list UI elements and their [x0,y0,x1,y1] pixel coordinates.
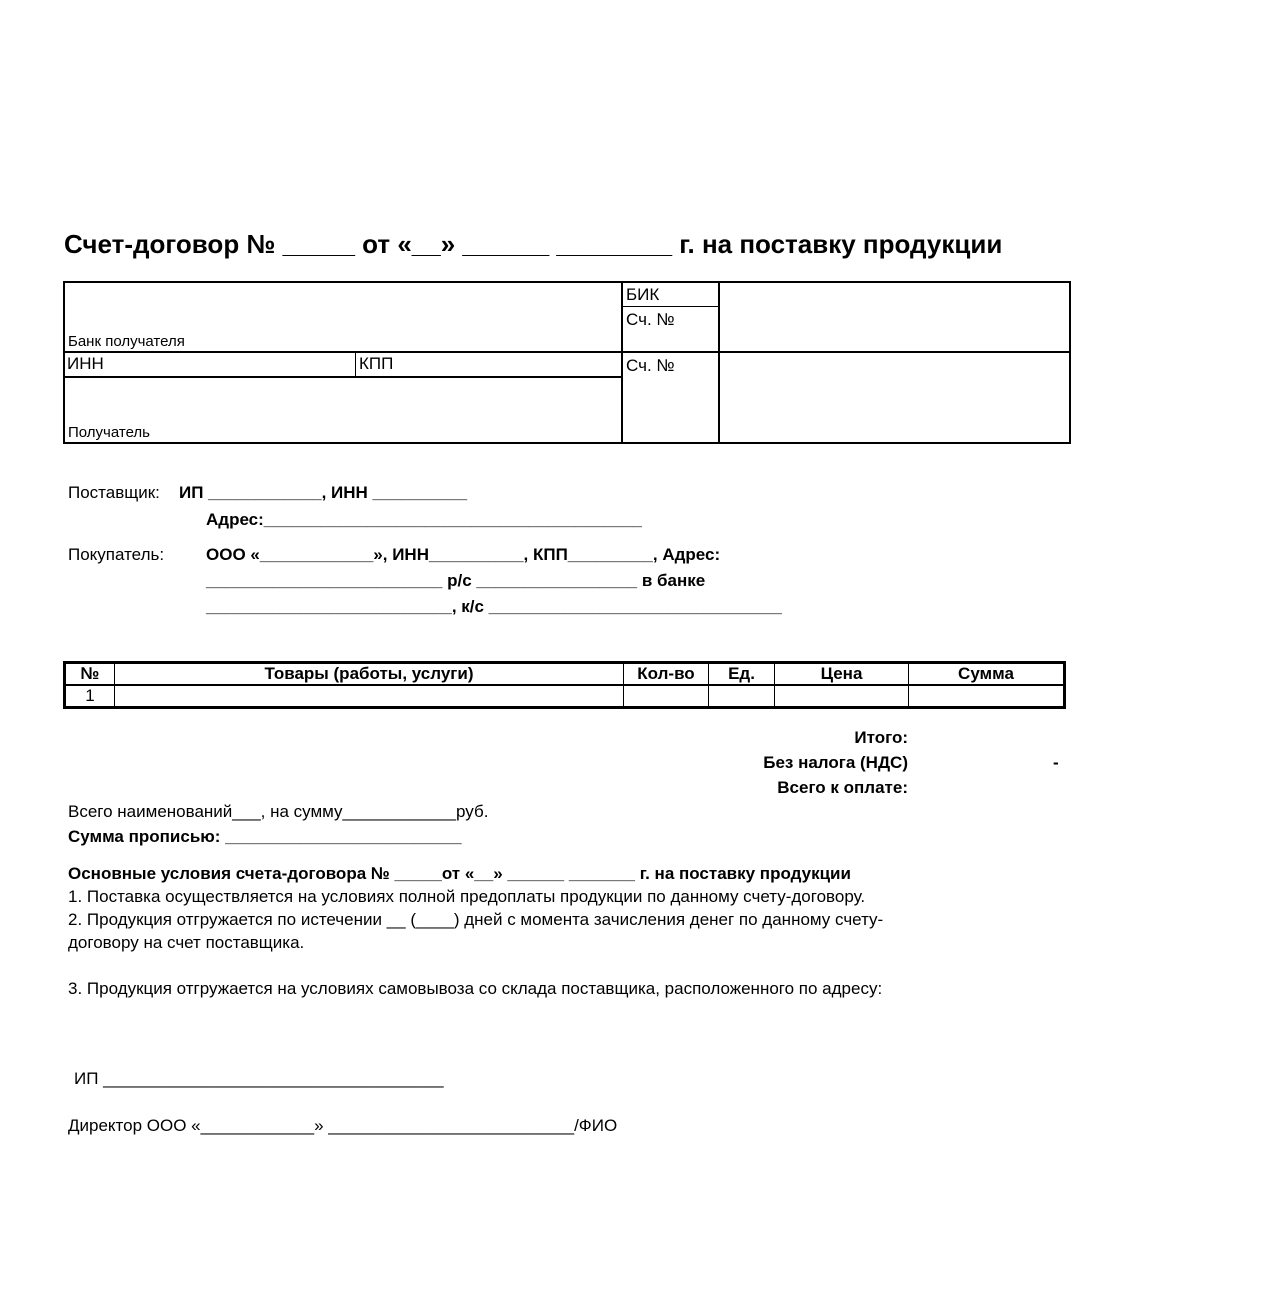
document-title: Счет-договор № _____ от «__» ______ ________ г. на поставку продукции [64,229,1003,259]
recipient-bank-label: Банк получателя [68,333,185,350]
kpp-label: КПП [359,354,394,373]
row-unit-cell [709,685,775,708]
col-quantity-header: Кол-во [624,663,709,686]
col-number-header: № [65,663,115,686]
row-price-cell [775,685,909,708]
col-sum-header: Сумма [909,663,1065,686]
ip-signature-line: ИП ____________________________________ [74,1069,444,1088]
condition-2-continued: договору на счет поставщика. [68,933,305,952]
conditions-heading: Основные условия счета-договора № _____от «__» ______ _______ г. на поставку продукции [68,864,851,883]
goods-table [63,661,1066,709]
supplier-label: Поставщик: [68,483,160,502]
col-unit-header: Ед. [709,663,775,686]
correspondent-account-label: Сч. № [626,356,675,375]
buyer-line-3: __________________________, к/с _______________________________ [206,597,782,616]
row-quantity-cell [624,685,709,708]
vat-label: Без налога (НДС) [763,753,908,772]
buyer-line-1: ООО «____________», ИНН__________, КПП_________, Адрес: [206,545,721,564]
col-price-header: Цена [775,663,909,686]
amount-in-words: Сумма прописью: _________________________ [68,827,462,846]
items-count-line: Всего наименований___, на сумму____________руб. [68,802,489,821]
total-label: Итого: [854,728,908,747]
condition-3: 3. Продукция отгружается на условиях самовывоза со склада поставщика, расположенного по адресу: [68,979,883,998]
table-row [65,685,1065,708]
row-goods-cell [115,685,624,708]
buyer-label: Покупатель: [68,545,165,564]
vat-value: - [1053,753,1059,772]
total-payable-label: Всего к оплате: [777,778,908,797]
col-goods-header: Товары (работы, услуги) [115,663,624,686]
director-signature-line: Директор ООО «____________» __________________________/ФИО [68,1116,618,1135]
account-number-label: Сч. № [626,310,675,329]
buyer-line-2: _________________________ р/с _________________ в банке [206,571,706,590]
recipient-label: Получатель [68,424,150,441]
row-sum-cell [909,685,1065,708]
supplier-address: Адрес:________________________________________ [206,510,642,529]
goods-table-header [65,663,1065,686]
condition-1: 1. Поставка осуществляется на условиях полной предоплаты продукции по данному счету-договору. [68,887,866,906]
bik-label: БИК [626,285,660,304]
inn-label: ИНН [67,354,104,373]
supplier-value: ИП ____________, ИНН __________ [179,483,468,502]
condition-2: 2. Продукция отгружается по истечении __ (____) дней с момента зачисления денег по данному счету- [68,910,884,929]
row-number-cell: 1 [65,685,115,708]
